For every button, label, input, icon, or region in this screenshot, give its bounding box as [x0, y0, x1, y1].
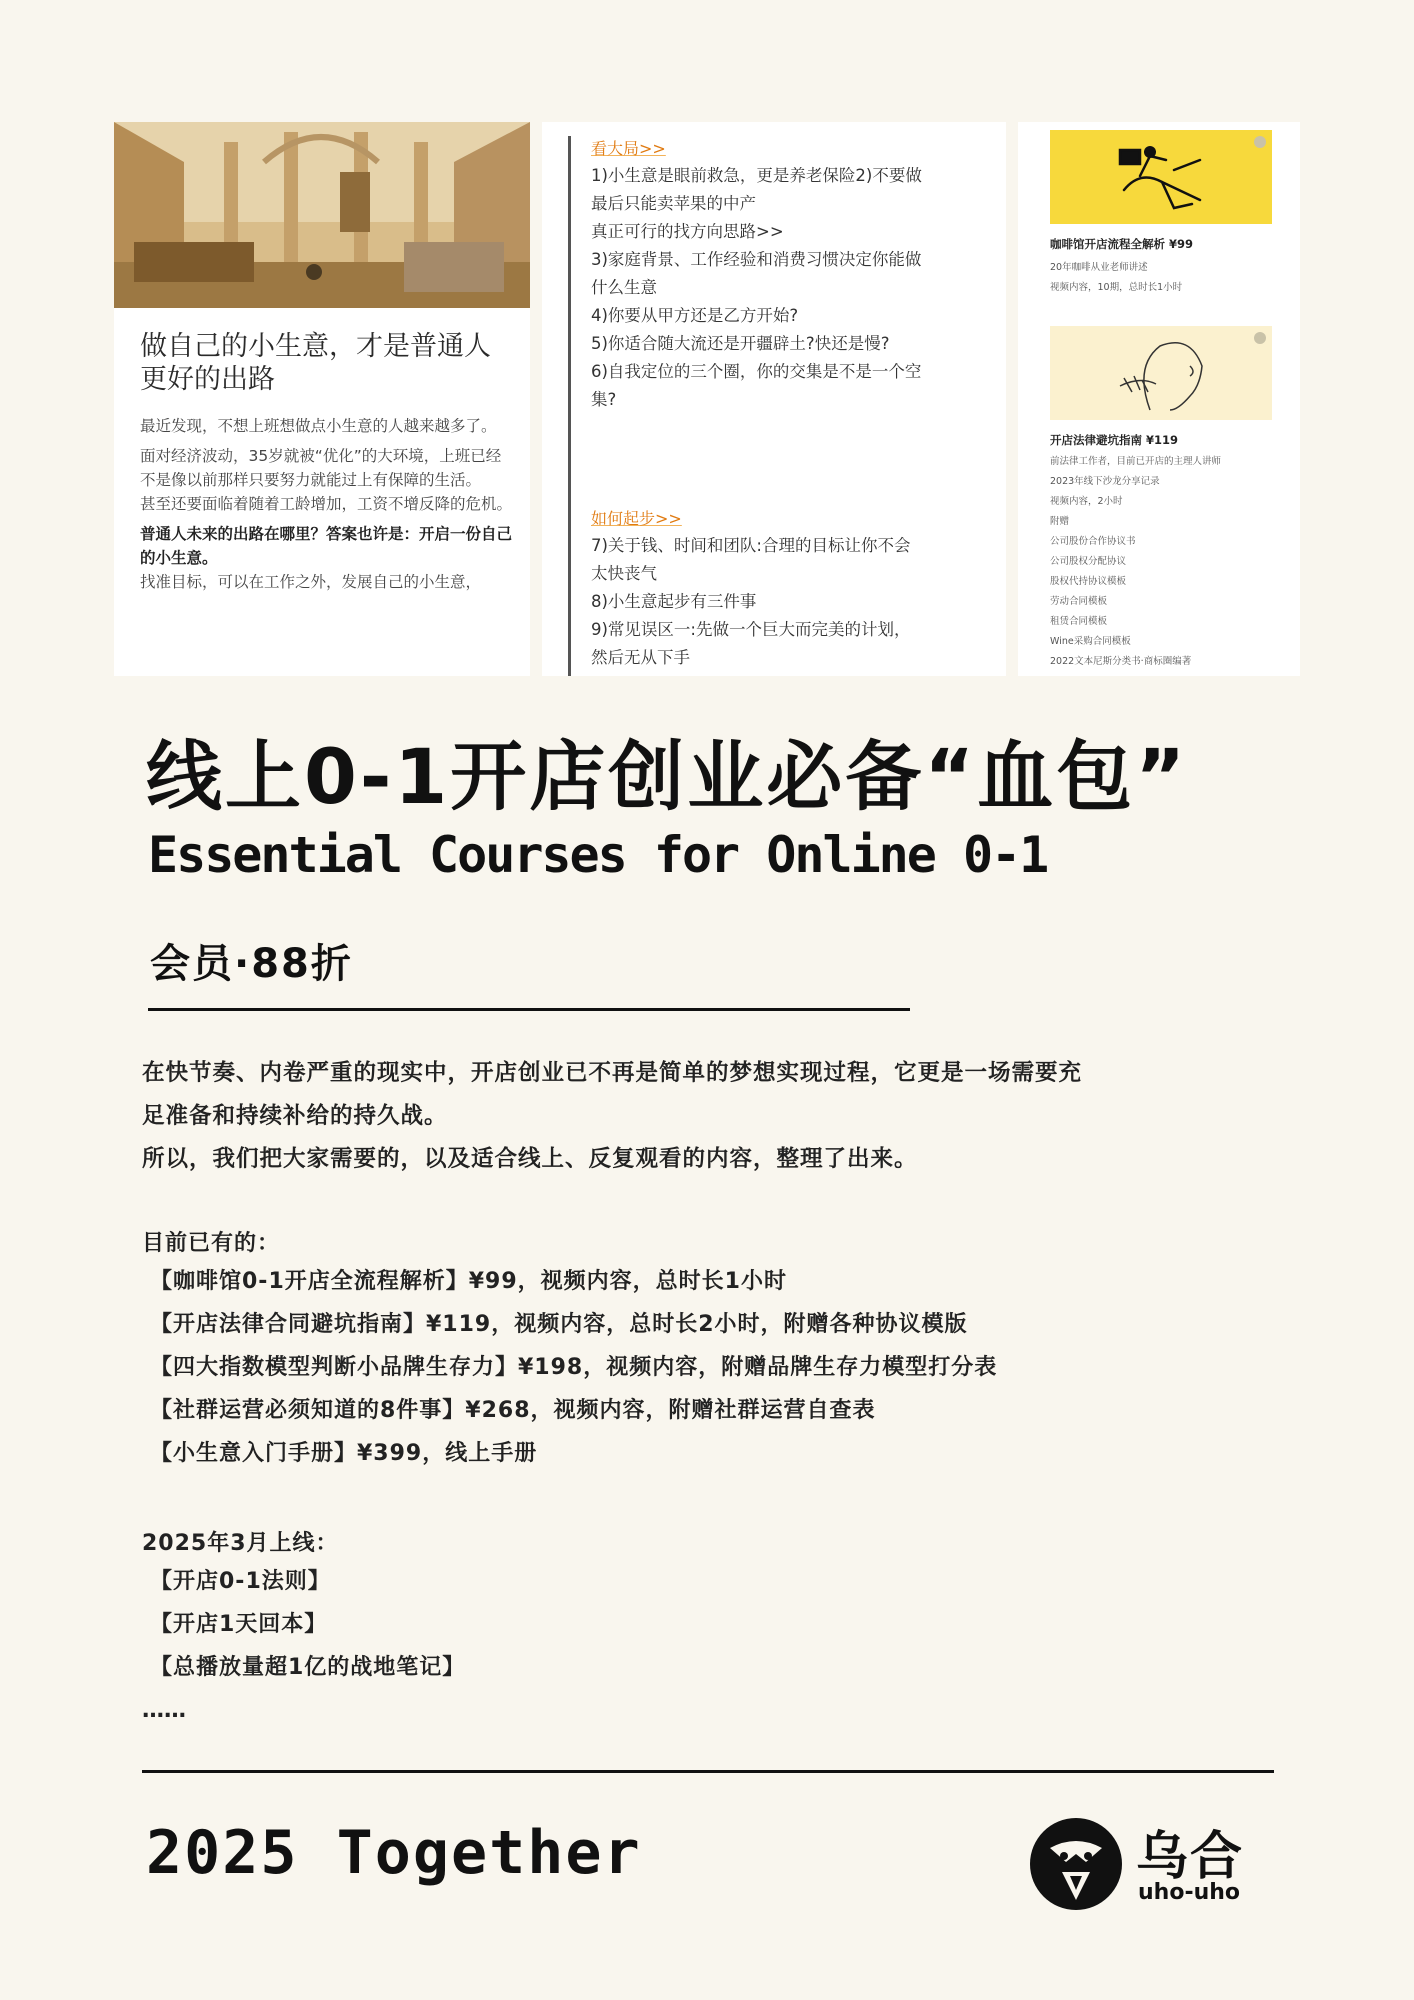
- section-header[interactable]: 看大局>>: [591, 139, 666, 158]
- outline-section-overview: [568, 136, 977, 538]
- product-desc-line: 前法律工作者，目前已开店的主理人讲师: [1050, 456, 1222, 467]
- article-card[interactable]: [114, 122, 530, 676]
- reading-figure-illustration: [1050, 130, 1272, 224]
- product-desc-line: Wine采购合同模板: [1050, 636, 1131, 647]
- outline-line: 6)自我定位的三个圈，你的交集是不是一个空: [591, 362, 922, 381]
- product-title[interactable]: 开店法律避坑指南 ¥119: [1050, 433, 1179, 447]
- logo-text-en: uho-uho: [1138, 1880, 1241, 1905]
- member-discount: 会员·88折: [150, 941, 353, 987]
- outline-line: 7)关于钱、时间和团队:合理的目标让你不会: [591, 536, 911, 555]
- article-title: 做自己的小生意，才是普通人更好的出路: [140, 331, 491, 395]
- course-item[interactable]: 【小生意入门手册】¥399，线上手册: [150, 1441, 538, 1466]
- product-desc-line: 视频内容，2小时: [1050, 496, 1123, 507]
- upcoming-item: 【开店1天回本】: [150, 1612, 328, 1637]
- product-desc-line: 20年咖啡从业老师讲述: [1050, 262, 1148, 273]
- page-subtitle: Essential Courses for Online 0-1: [148, 826, 1048, 884]
- more-icon[interactable]: [1254, 136, 1266, 148]
- product-desc-line: 2023年线下沙龙分享记录: [1050, 476, 1160, 487]
- article-paragraph: 找准目标，可以在工作之外，发展自己的小生意，: [140, 573, 482, 591]
- product-title[interactable]: 咖啡馆开店流程全解析 ¥99: [1050, 237, 1194, 251]
- upcoming-list-header: 2025年3月上线：: [142, 1531, 339, 1556]
- outline-line: 4)你要从甲方还是乙方开始?: [591, 306, 799, 325]
- product-desc-line: 劳动合同模板: [1050, 596, 1108, 607]
- church-interior-image: [114, 122, 530, 308]
- logo-text-cn: 乌合: [1136, 1827, 1245, 1887]
- article-paragraph: 面对经济波动，35岁就被“优化”的大环境，上班已经不是像以前那样只要努力就能过上有保障的生活。: [140, 447, 502, 489]
- product-desc-line: 附赠: [1050, 516, 1070, 527]
- product-desc-line: 公司股权分配协议: [1050, 556, 1127, 567]
- article-paragraph: 甚至还要面临着随着工龄增加，工资不增反降的危机。: [140, 495, 513, 513]
- divider: [148, 1008, 910, 1011]
- intro-text: [142, 1052, 1282, 1181]
- current-course-list: [150, 1260, 997, 1475]
- brand-logo: [1028, 1814, 1268, 1914]
- outline-line: 8)小生意起步有三件事: [591, 592, 757, 611]
- upcoming-course-list: [150, 1560, 465, 1689]
- face-sketch-illustration: [1050, 326, 1272, 420]
- product-desc-line: 公司股份合作协议书: [1050, 536, 1136, 547]
- outline-line: 集?: [591, 390, 617, 409]
- outline-line: 太快丧气: [591, 564, 657, 583]
- page-title: 线上0-1开店创业必备“血包”: [146, 732, 1189, 821]
- crow-logo-icon: [1028, 1814, 1128, 1914]
- divider: [142, 1770, 1274, 1773]
- more-ellipsis: ……: [142, 1698, 186, 1723]
- intro-line: 足准备和持续补给的持久战。: [142, 1103, 448, 1129]
- article-paragraph: 普通人未来的出路在哪里？答案也许是：开启一份自己的小生意。: [140, 525, 513, 567]
- course-item[interactable]: 【咖啡馆0-1开店全流程解析】¥99，视频内容，总时长1小时: [150, 1269, 787, 1294]
- outline-line: 然后无从下手: [591, 648, 690, 667]
- intro-line: 在快节奏、内卷严重的现实中，开店创业已不再是简单的梦想实现过程，它更是一场需要充: [142, 1060, 1083, 1086]
- product-list-card[interactable]: [1018, 122, 1300, 676]
- course-item[interactable]: 【社群运营必须知道的8件事】¥268，视频内容，附赠社群运营自查表: [150, 1398, 876, 1423]
- product-desc-line: 视频内容，10期，总时长1小时: [1050, 282, 1183, 293]
- outline-line: 什么生意: [591, 278, 657, 297]
- upcoming-item: 【开店0-1法则】: [150, 1569, 331, 1594]
- more-icon[interactable]: [1254, 332, 1266, 344]
- outline-line: 最后只能卖苹果的中产: [591, 194, 756, 213]
- upcoming-item: 【总播放量超1亿的战地笔记】: [150, 1655, 466, 1680]
- product-desc-line: 股权代持协议模板: [1050, 576, 1127, 587]
- course-item[interactable]: 【开店法律合同避坑指南】¥119，视频内容，总时长2小时，附赠各种协议模版: [150, 1312, 968, 1337]
- course-item[interactable]: 【四大指数模型判断小品牌生存力】¥198，视频内容，附赠品牌生存力模型打分表: [150, 1355, 998, 1380]
- footer-slogan: 2025 Together: [146, 1818, 642, 1888]
- intro-line: 所以，我们把大家需要的，以及适合线上、反复观看的内容，整理了出来。: [142, 1146, 918, 1172]
- outline-line: 3)家庭背景、工作经验和消费习惯决定你能做: [591, 250, 922, 269]
- outline-line: 真正可行的找方向思路>>: [591, 222, 784, 241]
- course-outline-card[interactable]: [542, 122, 1006, 676]
- product-desc-line: 2022文本尼斯分类书·商标圈编著: [1050, 656, 1192, 667]
- outline-line: 5)你适合随大流还是开疆辟土?快还是慢?: [591, 334, 890, 353]
- outline-line: 1)小生意是眼前救急，更是养老保险2)不要做: [591, 166, 922, 185]
- article-paragraph: 最近发现，不想上班想做点小生意的人越来越多了。: [140, 417, 497, 435]
- outline-line: 9)常见误区一:先做一个巨大而完美的计划，: [591, 620, 911, 639]
- product-desc: [1050, 452, 1280, 672]
- product-desc: [1050, 258, 1280, 298]
- product-desc-line: 租赁合同模板: [1050, 616, 1108, 627]
- current-list-header: 目前已有的：: [142, 1231, 281, 1256]
- outline-section-start: [568, 506, 977, 676]
- section-header[interactable]: 如何起步>>: [591, 509, 682, 528]
- article-body: [140, 414, 512, 600]
